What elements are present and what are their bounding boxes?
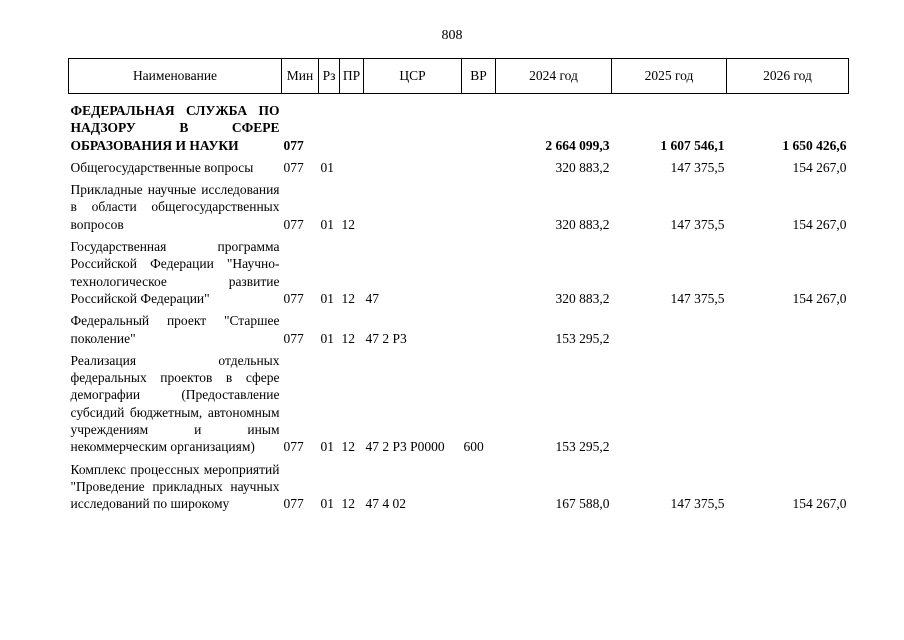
row-2025 (612, 312, 727, 352)
row-vr (462, 238, 496, 312)
row-pr (340, 94, 364, 159)
row-rz: 01 (320, 216, 334, 232)
row-vr (462, 181, 496, 238)
header-min: Мин (282, 59, 319, 94)
table-row (69, 181, 849, 238)
row-name: Общегосударственные вопросы (70, 159, 254, 175)
table-row (69, 159, 849, 181)
row-2024: 320 883,2 (555, 159, 610, 175)
row-2024: 167 588,0 (555, 496, 610, 512)
row-pr: 12 (341, 496, 355, 512)
table-header-row (69, 59, 849, 94)
row-pr: 12 (341, 439, 355, 455)
row-2026: 1 650 426,6 (782, 137, 847, 153)
row-2025: 147 375,5 (670, 290, 725, 306)
table-row (69, 312, 849, 352)
row-2024: 320 883,2 (555, 216, 610, 232)
row-2024: 320 883,2 (555, 290, 610, 306)
row-2025: 1 607 546,1 (660, 137, 725, 153)
row-rz (319, 94, 340, 159)
row-vr (462, 159, 496, 181)
row-min: 077 (283, 330, 304, 346)
row-name: ФЕДЕРАЛЬНАЯ СЛУЖБА ПО НАДЗОРУ В СФЕРЕ ОБРАЗОВАНИЯ И НАУКИ (70, 103, 280, 153)
row-vr: 600 (463, 439, 484, 455)
row-2025 (612, 352, 727, 461)
row-min: 077 (283, 216, 304, 232)
header-rz: Рз (319, 59, 340, 94)
row-pr (340, 159, 364, 181)
row-name: Государственная программа Российской Федерации "Научно-технологическое развитие Российской Федерации" (70, 239, 280, 306)
table-row (69, 461, 849, 518)
table-row (69, 94, 849, 159)
row-csr: 47 4 02 (365, 496, 406, 512)
row-name: Комплекс процессных мероприятий "Проведение прикладных научных исследований по широкому (70, 461, 280, 512)
header-2024: 2024 год (496, 59, 612, 94)
row-2024: 153 295,2 (555, 439, 610, 455)
page-number: 808 (441, 28, 463, 43)
header-vr: ВР (462, 59, 496, 94)
row-rz: 01 (320, 290, 334, 306)
row-csr (364, 159, 462, 181)
row-rz: 01 (320, 496, 334, 512)
row-csr: 47 2 Р3 (365, 330, 407, 346)
header-pr: ПР (340, 59, 364, 94)
row-2026: 154 267,0 (792, 159, 847, 175)
header-csr: ЦСР (364, 59, 462, 94)
header-2026: 2026 год (727, 59, 849, 94)
row-2024: 153 295,2 (555, 330, 610, 346)
header-name: Наименование (69, 59, 282, 94)
row-2024: 2 664 099,3 (545, 137, 610, 153)
row-pr: 12 (341, 290, 355, 306)
row-vr (462, 461, 496, 518)
row-rz: 01 (320, 159, 334, 175)
row-name: Реализация отдельных федеральных проектов в сфере демографии (Предоставление субсидий бюджетным, автономным учреждениям и иным некоммерческим организациям) (70, 352, 280, 455)
row-min: 077 (283, 159, 304, 175)
row-min: 077 (283, 290, 304, 306)
row-rz: 01 (320, 330, 334, 346)
table-row (69, 238, 849, 312)
row-2026: 154 267,0 (792, 216, 847, 232)
row-csr (364, 94, 462, 159)
table-row (69, 352, 849, 461)
row-min: 077 (283, 439, 304, 455)
row-2025: 147 375,5 (670, 159, 725, 175)
row-2026 (727, 352, 849, 461)
row-2025: 147 375,5 (670, 496, 725, 512)
budget-table (68, 58, 849, 518)
header-2025: 2025 год (612, 59, 727, 94)
row-pr: 12 (341, 330, 355, 346)
row-vr (462, 94, 496, 159)
row-csr: 47 2 Р3 Р0000 (365, 439, 445, 455)
row-csr (364, 181, 462, 238)
row-name: Прикладные научные исследования в области общегосударственных вопросов (70, 182, 280, 232)
row-name: Федеральный проект "Старшее поколение" (70, 313, 280, 346)
row-csr: 47 (365, 290, 379, 306)
row-pr: 12 (341, 216, 355, 232)
row-rz: 01 (320, 439, 334, 455)
row-min: 077 (283, 137, 304, 153)
row-2026: 154 267,0 (792, 496, 847, 512)
row-2026: 154 267,0 (792, 290, 847, 306)
row-2026 (727, 312, 849, 352)
row-2025: 147 375,5 (670, 216, 725, 232)
row-vr (462, 312, 496, 352)
row-min: 077 (283, 496, 304, 512)
